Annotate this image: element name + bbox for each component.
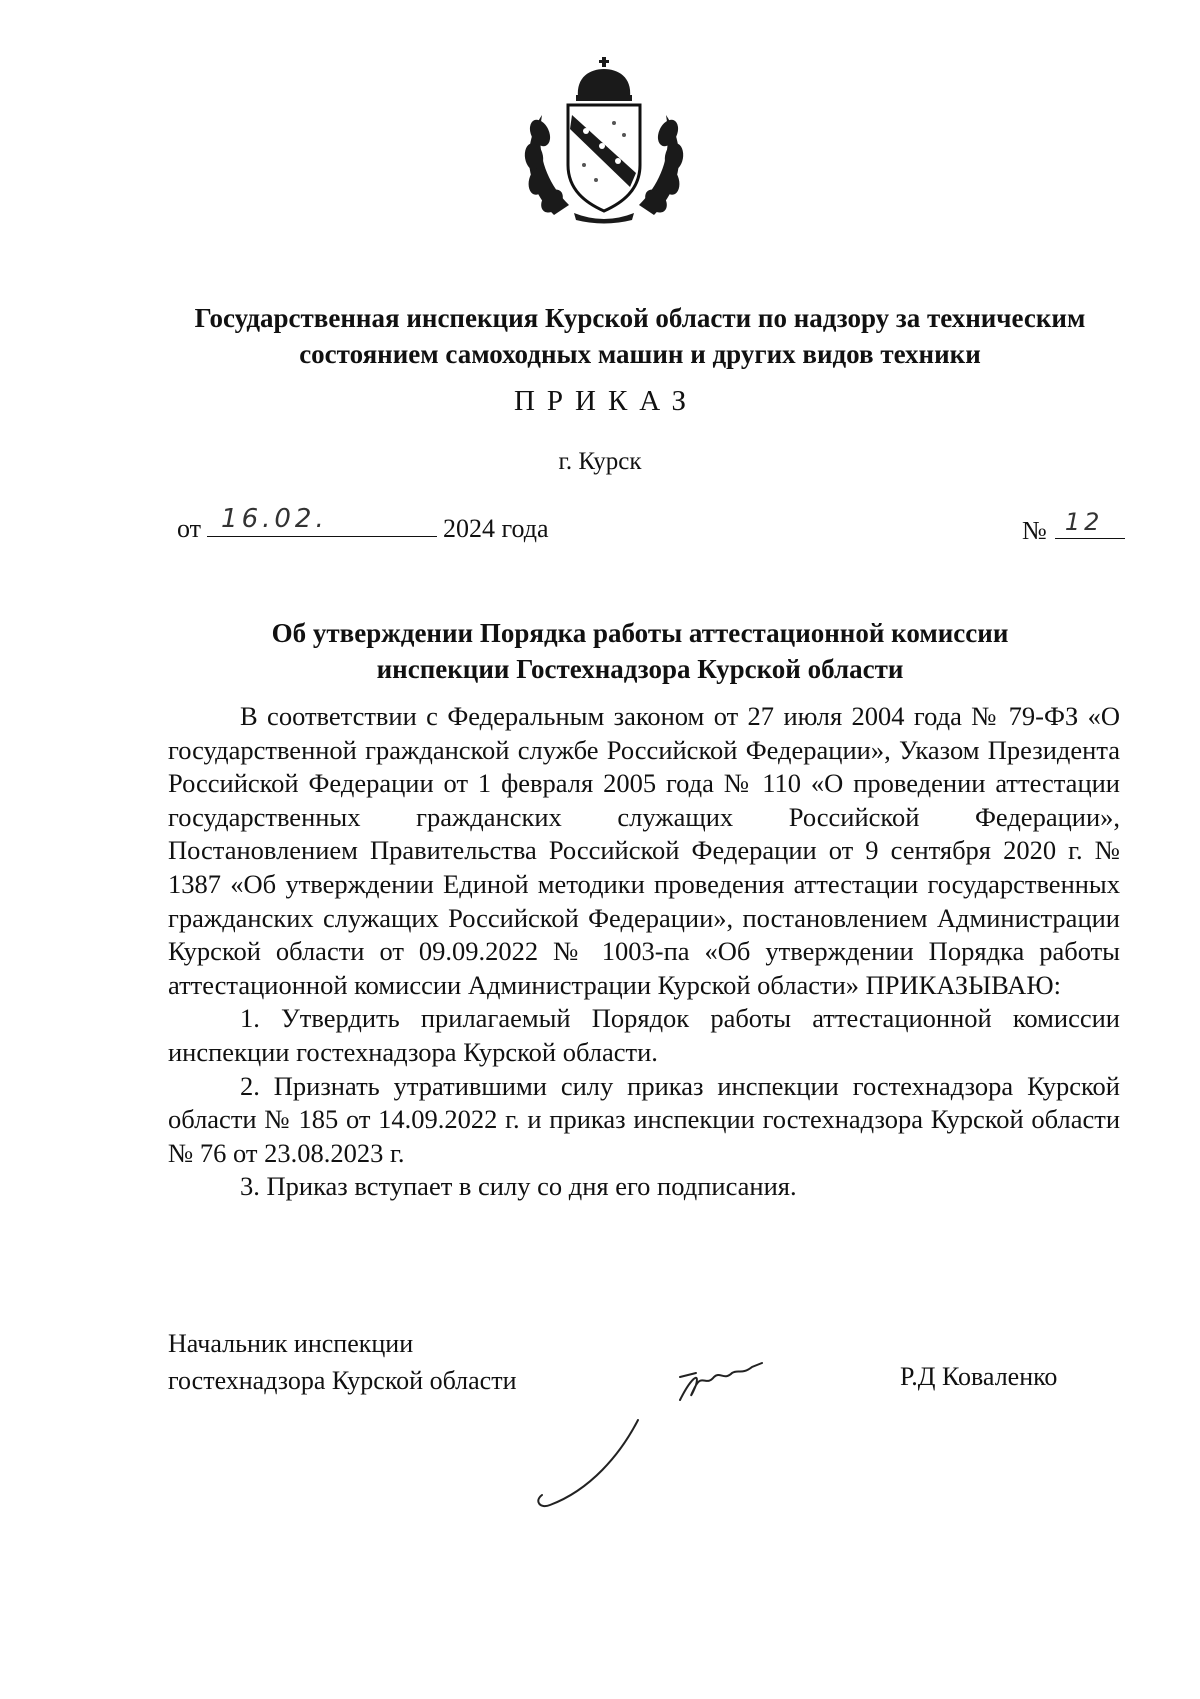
position-line-1: Начальник инспекции: [168, 1329, 414, 1358]
handwritten-date: 16.02.: [221, 504, 328, 534]
date-prefix: от: [177, 514, 202, 543]
handwritten-signature-icon: [520, 1325, 840, 1520]
order-body: [168, 700, 1120, 1204]
city-label: г. Курск: [558, 448, 642, 475]
organization-line-1: Государственная инспекция Курской области по надзору за техническим: [194, 303, 1086, 333]
position-line-2: гостехнадзора Курской области: [168, 1366, 517, 1395]
order-subject: [160, 615, 1120, 687]
organization-name: [160, 300, 1120, 372]
order-item-1: 1. Утвердить прилагаемый Порядок работы аттестационной комиссии инспекции гостехнадзора Курской области.: [168, 1003, 1120, 1067]
order-date: [177, 504, 549, 544]
subject-line-1: Об утверждении Порядка работы аттестационной комиссии: [271, 618, 1009, 648]
date-field: [207, 504, 437, 537]
organization-line-2: состоянием самоходных машин и других видов техники: [299, 339, 981, 369]
signatory-name: Р.Д Коваленко: [900, 1362, 1058, 1391]
handwritten-number: 12: [1064, 508, 1104, 536]
order-item-2: 2. Признать утратившими силу приказ инспекции гостехнадзора Курской области № 185 от 14.09.2022 г. и приказ инспекции гостехнадзора Курской области № 76 от 23.08.2023 г.: [168, 1070, 1120, 1168]
number-field: [1055, 508, 1125, 539]
document-type-heading: ПРИКАЗ: [513, 385, 699, 417]
date-suffix: 2024 года: [443, 514, 549, 543]
order-number: [1022, 508, 1125, 546]
kursk-coat-of-arms-icon: [514, 55, 694, 225]
subject-line-2: инспекции Гостехнадзора Курской области: [376, 654, 904, 684]
preamble-paragraph: В соответствии с Федеральным законом от 27 июля 2004 года № 79-ФЗ «О государственной гражданской службе Российской Федерации», Указом Президента Российской Федерации от 1 февраля 2005 года № 110 «О проведении аттестации государственных гражданских служащих Российской Федерации», Постановлением Правительства Российской Федерации от 9 сентября 2020 г. № 1387 «Об утверждении Единой методики проведения аттестации государственных гражданских служащих Российской Федерации», постановлением Администрации Курской области от 09.09.2022 № 1003-па «Об утверждении Порядка работы аттестационной комиссии Администрации Курской области» ПРИКАЗЫВАЮ:: [168, 701, 1120, 1000]
number-label: №: [1022, 516, 1047, 545]
signatory-position: [168, 1325, 517, 1399]
order-item-3: 3. Приказ вступает в силу со дня его подписания.: [240, 1171, 797, 1202]
